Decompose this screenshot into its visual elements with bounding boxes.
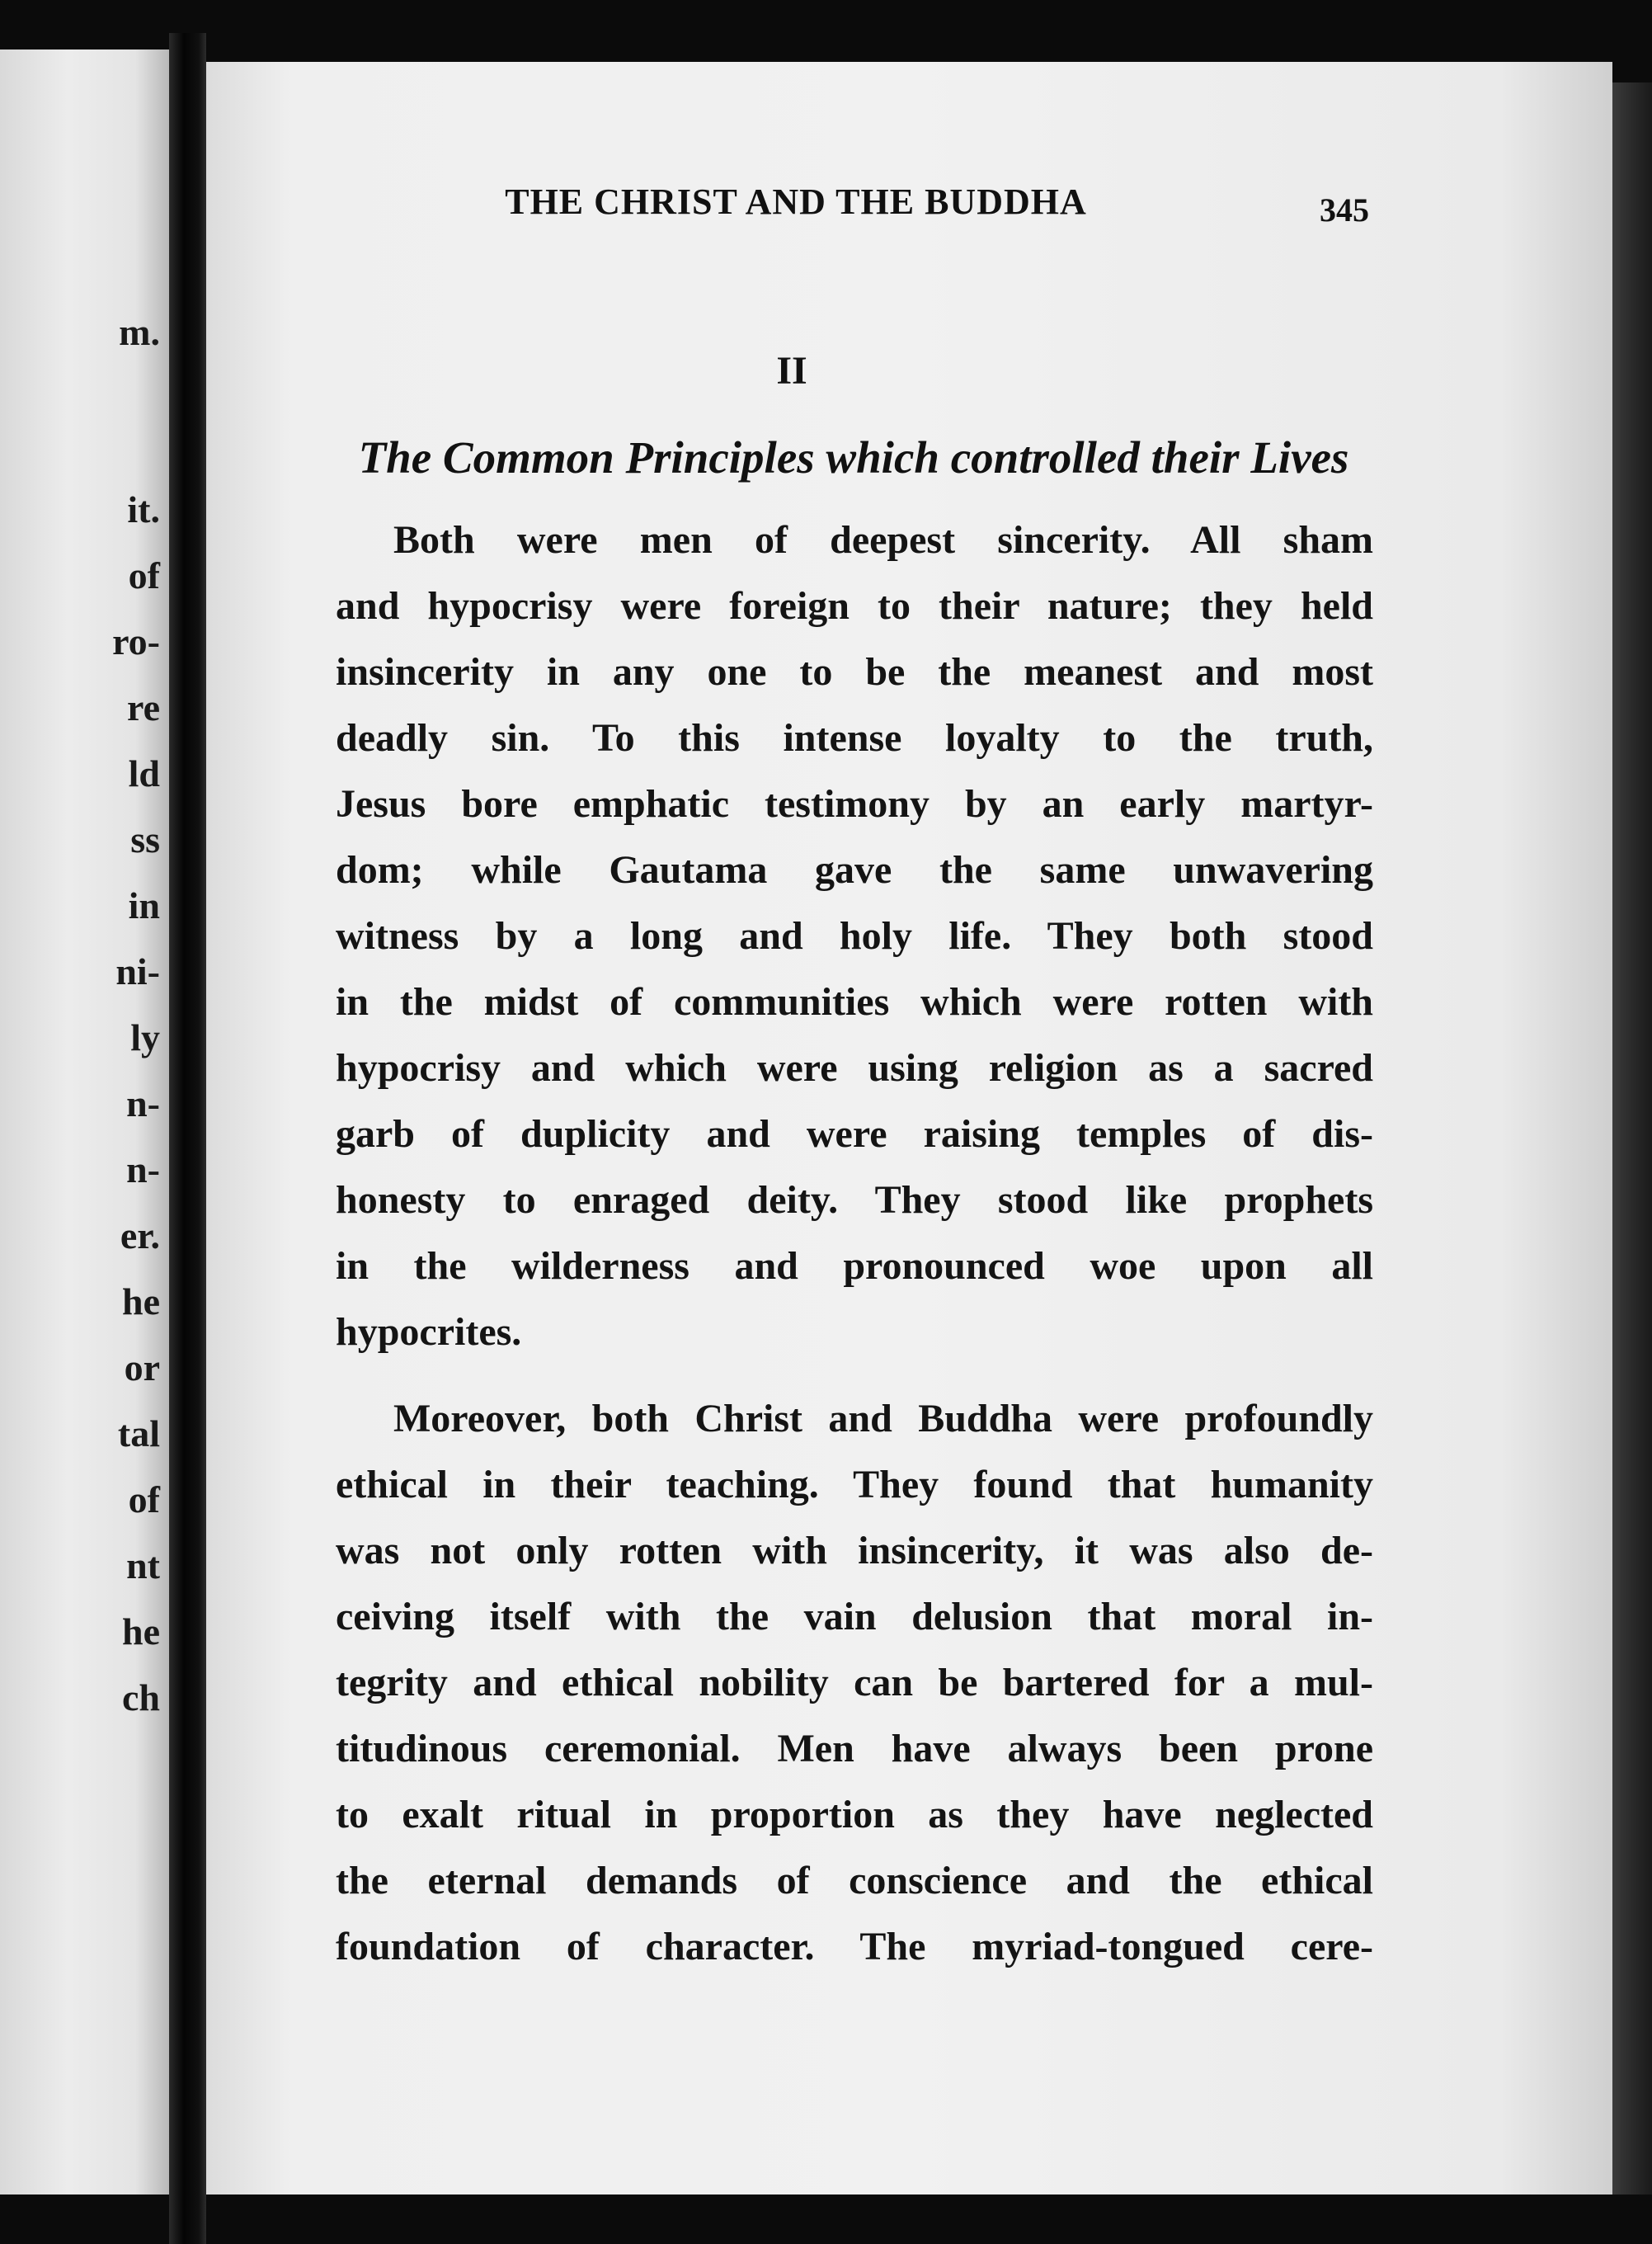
body-line: titudinous ceremonial. Men have always been prone [336,1727,1373,1770]
body-line: the eternal demands of conscience and the ethical [336,1859,1373,1902]
previous-page-line: in [128,884,160,926]
previous-page-line: ss [130,818,160,860]
previous-page-line: he [122,1610,160,1652]
body-line: deadly sin. To this intense loyalty to the truth, [336,716,1373,760]
body-line: foundation of character. The myriad-tongued cere- [336,1925,1373,1968]
body-line: hypocrites. [336,1310,522,1354]
previous-page-line: it. [127,488,160,530]
section-title: The Common Principles which controlled their Lives [358,432,1349,483]
previous-page-line: m. [119,311,160,353]
previous-page-line: re [126,686,160,728]
page-edge-shadow [1612,82,1652,2194]
previous-page-line: of [128,554,160,596]
section-number: II [776,349,807,393]
body-line: garb of duplicity and were raising temples of dis- [336,1112,1373,1156]
previous-page-line: ld [128,752,160,794]
previous-page-line: n- [126,1148,160,1190]
previous-page-line: ly [130,1016,160,1058]
body-line: was not only rotten with insincerity, it was also de- [336,1529,1373,1572]
previous-page-line: he [122,1280,160,1322]
running-head: THE CHRIST AND THE BUDDHA [505,182,1087,222]
page-number: 345 [1320,191,1369,229]
body-line: ceiving itself with the vain delusion that moral in- [336,1595,1373,1638]
body-line: to exalt ritual in proportion as they have neglected [336,1793,1373,1836]
body-line: dom; while Gautama gave the same unwavering [336,848,1373,892]
previous-page-line: nt [126,1544,160,1586]
body-line: insincerity in any one to be the meanest and most [336,650,1373,694]
previous-page-line: ni- [115,950,160,992]
previous-page-line: n- [126,1082,160,1124]
body-line: Jesus bore emphatic testimony by an early martyr- [336,782,1373,826]
body-line: Moreover, both Christ and Buddha were profoundly [393,1397,1373,1440]
previous-page-line: of [128,1478,160,1520]
previous-page-line: er. [120,1214,160,1256]
body-line: tegrity and ethical nobility can be bartered for a mul- [336,1661,1373,1704]
previous-page-line: ro- [112,620,160,662]
body-line: hypocrisy and which were using religion as a sacred [336,1046,1373,1090]
previous-page-fragment [0,50,169,2194]
body-line: in the wilderness and pronounced woe upon all [336,1244,1373,1288]
body-line: and hypocrisy were foreign to their nature; they held [336,584,1373,628]
previous-page-line: tal [117,1412,160,1454]
body-line: in the midst of communities which were rotten with [336,980,1373,1024]
previous-page-line: ch [122,1676,160,1718]
body-line: Both were men of deepest sincerity. All sham [393,518,1373,562]
book-gutter [169,33,206,2244]
body-line: ethical in their teaching. They found that humanity [336,1463,1373,1506]
body-line: witness by a long and holy life. They both stood [336,914,1373,958]
previous-page-line: or [124,1346,160,1388]
body-line: honesty to enraged deity. They stood like prophets [336,1178,1373,1222]
